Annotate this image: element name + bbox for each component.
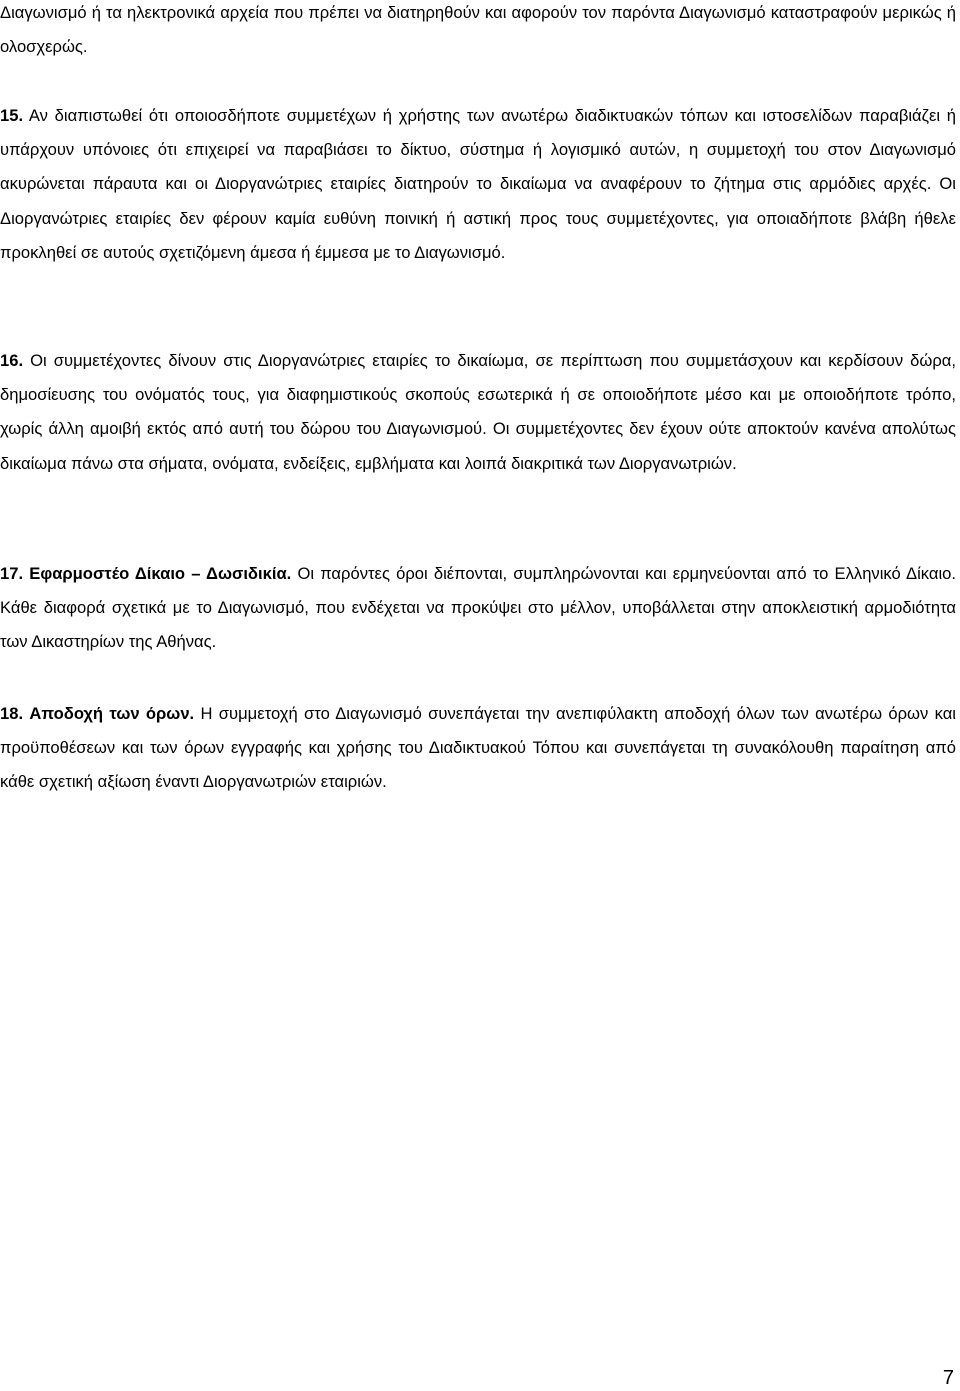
section-text: Οι συμμετέχοντες δίνουν στις Διοργανώτριες εταιρίες το δικαίωμα, σε περίπτωση που συμμετάσχουν και κερδίσουν δώρα, δημοσίευσης του ονόματός τους, για διαφημιστικούς σκοπούς εσωτερικά ή σε οποιοδήποτε μέσο και με οποιοδήποτε τρόπο, χωρίς άλλη αμοιβή εκτός από αυτή του δώρου του Διαγωνισμού. Οι συμμετέχοντες δεν έχουν ούτε αποκτούν κανένα απολύτως δικαίωμα πάνω στα σήματα, ονόματα, ενδείξεις, εμβλήματα και λοιπά διακριτικά των Διοργανωτριών. xyxy=(0,351,956,473)
section-text: Αν διαπιστωθεί ότι οποιοσδήποτε συμμετέχων ή χρήστης των ανωτέρω διαδικτυακών τόπων και ιστοσελίδων παραβιάζει ή υπάρχουν υπόνοιες ότι επιχειρεί να παραβιάσει το δίκτυο, σύστημα ή λογισμικό αυτών, η συμμετοχή του στον Διαγωνισμό ακυρώνεται πάραυτα και οι Διοργανώτριες εταιρίες διατηρούν το δικαίωμα να αναφέρουν το ζήτημα στις αρμόδιες αρχές. Οι Διοργανώτριες εταιρίες δεν φέρουν καμία ευθύνη ποινική ή αστική προς τους συμμετέχοντες, για οποιαδήποτε βλάβη ήθελε προκληθεί σε αυτούς σχετιζόμενη άμεσα ή έμμεσα με το Διαγωνισμό. xyxy=(0,106,956,262)
section-number: 15. xyxy=(0,106,24,125)
section-text: Η συμμετοχή στο Διαγωνισμό συνεπάγεται την ανεπιφύλακτη αποδοχή όλων των ανωτέρω όρων και προϋποθέσεων και των όρων εγγραφής και χρήσης του Διαδικτυακού Τόπου και συνεπάγεται τη συνακόλουθη παραίτηση από κάθε σχετική αξίωση έναντι Διοργανωτριών εταιριών. xyxy=(0,704,956,792)
section-number: 18. xyxy=(0,704,24,723)
page-number: 7 xyxy=(942,1367,954,1389)
section-text: Οι παρόντες όροι διέπονται, συμπληρώνονται και ερμηνεύονται από το Ελληνικό Δίκαιο. Κάθε διαφορά σχετικά με το Διαγωνισμό, που ενδέχεται να προκύψει στο μέλλον, υποβάλλεται στην αποκλειστική αρμοδιότητα των Δικαστηρίων της Αθήνας. xyxy=(0,564,956,652)
section-15-paragraph xyxy=(0,99,956,270)
section-heading: Εφαρμοστέο Δίκαιο – Δωσιδικία. xyxy=(29,564,292,583)
continuation-paragraph xyxy=(0,0,956,64)
section-18-paragraph xyxy=(0,697,956,800)
section-16-paragraph xyxy=(0,344,956,481)
section-heading: Αποδοχή των όρων. xyxy=(29,704,195,723)
continuation-text: Διαγωνισμό ή τα ηλεκτρονικά αρχεία που πρέπει να διατηρηθούν και αφορούν τον παρόντα Διαγωνισμό καταστραφούν μερικώς ή ολοσχερώς. xyxy=(0,3,956,57)
section-17-paragraph xyxy=(0,557,956,660)
section-number: 17. xyxy=(0,564,24,583)
section-number: 16. xyxy=(0,351,24,370)
